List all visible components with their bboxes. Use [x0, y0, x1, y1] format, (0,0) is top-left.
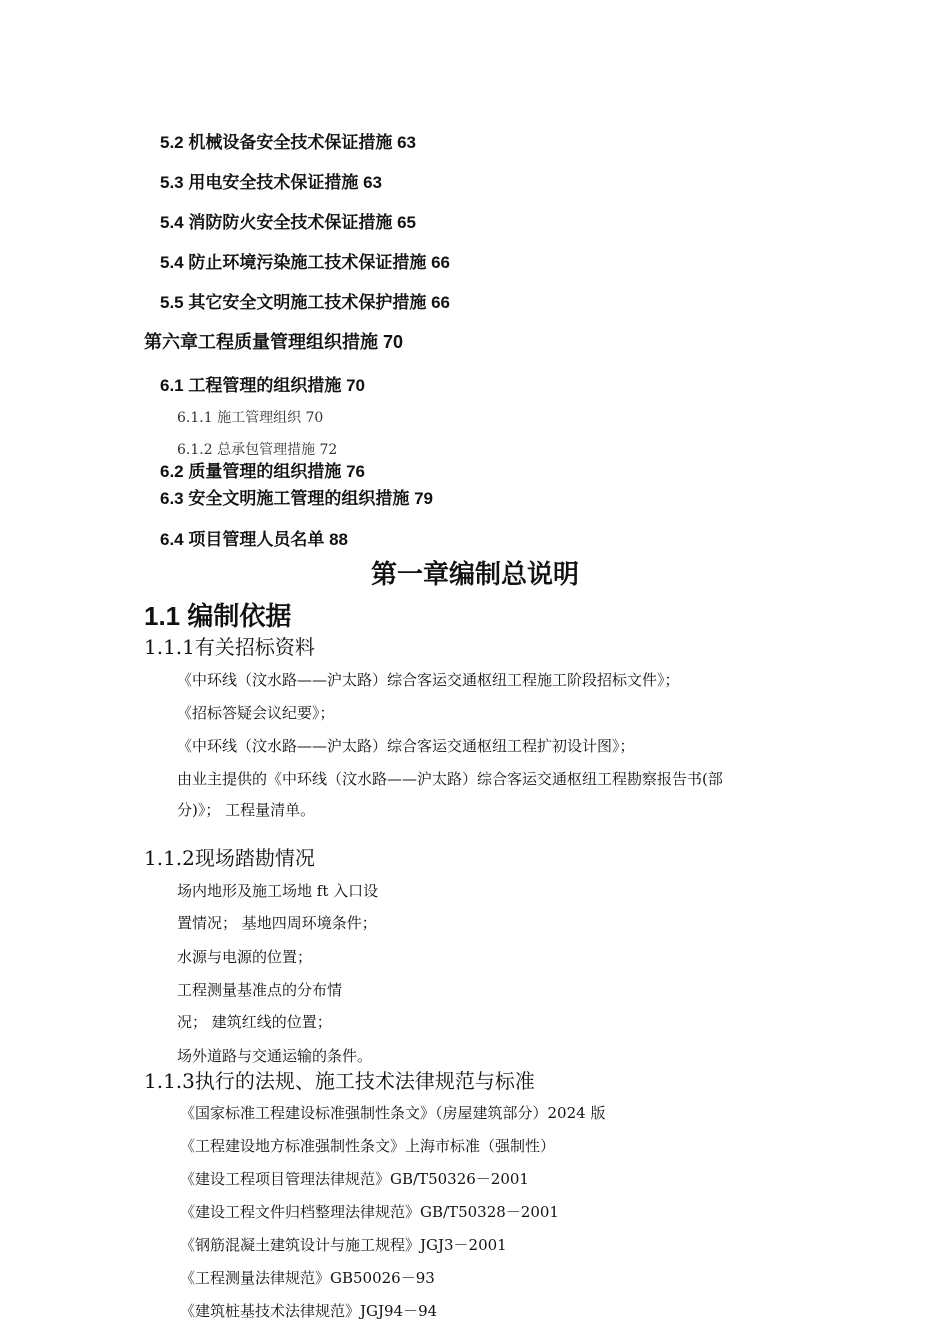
body-line: 置情况； 基地四周环境条件；: [177, 914, 377, 932]
chapter-title: 第一章编制总说明: [370, 559, 579, 589]
standard-item: 《建筑桩基技术法律规范》JGJ94－94: [180, 1302, 438, 1320]
body-line: 《中环线（汶水路——沪太路）综合客运交通枢纽工程扩初设计图》；: [177, 737, 635, 755]
subsection-title: 1.1.2现场踏勘情况: [144, 846, 315, 870]
toc-item[interactable]: 5.5 其它安全文明施工技术保护措施 66: [160, 293, 450, 312]
subsection-title: 1.1.1有关招标资料: [144, 635, 315, 659]
toc-item[interactable]: 5.3 用电安全技术保证措施 63: [160, 173, 382, 192]
body-line: 工程测量基准点的分布情: [177, 981, 343, 999]
body-line: 场外道路与交通运输的条件。: [177, 1047, 373, 1065]
body-line: 《招标答疑会议纪要》；: [177, 704, 335, 722]
toc-item[interactable]: 5.4 消防防火安全技术保证措施 65: [160, 213, 416, 232]
subsection-title: 1.1.3执行的法规、施工技术法律规范与标准: [144, 1069, 535, 1093]
body-line: 水源与电源的位置；: [177, 948, 313, 966]
toc-item[interactable]: 5.2 机械设备安全技术保证措施 63: [160, 133, 416, 152]
toc-item[interactable]: 5.4 防止环境污染施工技术保证措施 66: [160, 253, 450, 272]
section-title: 1.1 编制依据: [144, 601, 292, 631]
body-line: 场内地形及施工场地 ft 入口设: [177, 882, 379, 900]
body-line: 况； 建筑红线的位置；: [177, 1013, 332, 1031]
toc-subitem[interactable]: 6.1.2 总承包管理措施 72: [177, 442, 338, 458]
body-line: 由业主提供的《中环线（汶水路——沪太路）综合客运交通枢纽工程勘察报告书(部: [177, 770, 723, 788]
toc-item[interactable]: 6.2 质量管理的组织措施 76: [160, 462, 365, 481]
toc-item[interactable]: 6.4 项目管理人员名单 88: [160, 530, 348, 549]
body-line: 《中环线（汶水路——沪太路）综合客运交通枢纽工程施工阶段招标文件》；: [177, 671, 680, 689]
standard-item: 《钢筋混凝土建筑设计与施工规程》JGJ3－2001: [180, 1236, 507, 1254]
toc-item[interactable]: 6.3 安全文明施工管理的组织措施 79: [160, 489, 433, 508]
standard-item: 《工程测量法律规范》GB50026－93: [180, 1269, 435, 1287]
standard-item: 《工程建设地方标准强制性条文》上海市标准（强制性）: [180, 1137, 556, 1155]
standard-item: 《建设工程文件归档整理法律规范》GB/T50328－2001: [180, 1203, 559, 1221]
toc-item[interactable]: 6.1 工程管理的组织措施 70: [160, 376, 365, 395]
body-line: 分)》； 工程量清单。: [177, 801, 316, 819]
standard-item: 《建设工程项目管理法律规范》GB/T50326－2001: [180, 1170, 529, 1188]
standard-item: 《国家标准工程建设标准强制性条文》（房屋建筑部分）2024 版: [180, 1104, 606, 1122]
toc-chapter-item[interactable]: 第六章工程质量管理组织措施 70: [144, 332, 404, 352]
toc-subitem[interactable]: 6.1.1 施工管理组织 70: [177, 410, 324, 426]
